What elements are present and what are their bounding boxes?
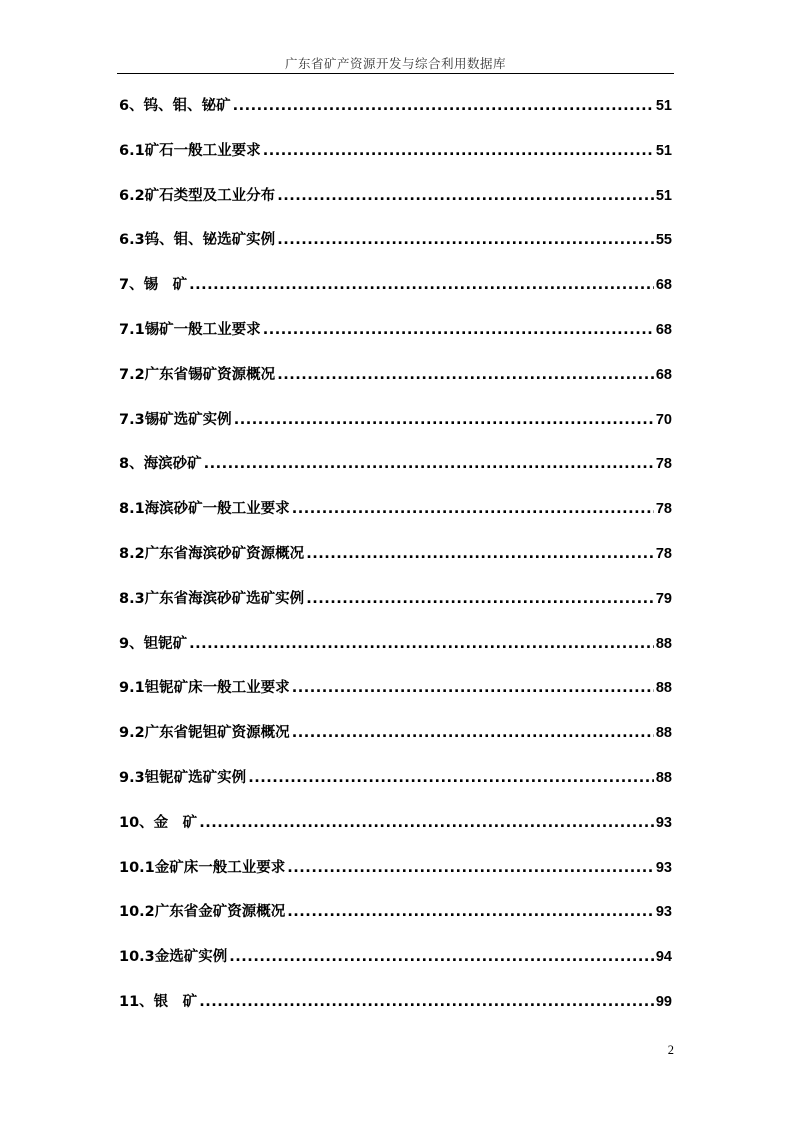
toc-entry-title: 9.2广东省铌钽矿资源概况 (119, 725, 290, 742)
toc-entry-title: 10.2广东省金矿资源概况 (119, 904, 286, 921)
toc-entry[interactable] (119, 676, 672, 721)
toc-entry-title: 8、海滨砂矿 (119, 456, 202, 473)
toc-entry[interactable] (119, 766, 672, 811)
toc-entry-title: 11、银 矿 (119, 993, 198, 1010)
toc-leader-dots (292, 725, 654, 741)
toc-entry-page: 93 (655, 859, 672, 876)
toc-leader-dots (277, 188, 654, 204)
toc-entry[interactable] (119, 497, 672, 542)
toc-entry-page: 79 (655, 590, 672, 607)
toc-entry[interactable] (119, 273, 672, 318)
toc-entry-page: 94 (655, 949, 672, 966)
toc-entry-title: 9.1钽铌矿床一般工业要求 (119, 680, 290, 697)
toc-entry-page: 88 (655, 769, 672, 786)
toc-entry-page: 70 (655, 411, 672, 428)
toc-entry-page: 51 (655, 98, 672, 114)
toc-entry-page: 88 (655, 680, 672, 697)
toc-entry-page: 99 (655, 993, 672, 1010)
toc-entry[interactable] (119, 900, 672, 945)
toc-entry[interactable] (119, 945, 672, 990)
toc-leader-dots (277, 367, 654, 383)
toc-entry-title: 7.2广东省锡矿资源概况 (119, 366, 276, 383)
toc-leader-dots (306, 591, 654, 607)
toc-entry-page: 88 (655, 725, 672, 742)
toc-entry[interactable] (119, 811, 672, 856)
toc-leader-dots (189, 636, 654, 652)
toc-entry-title: 6.1矿石一般工业要求 (119, 142, 261, 159)
toc-entry[interactable] (119, 184, 672, 229)
toc-leader-dots (292, 680, 654, 696)
toc-entry-title: 7、锡 矿 (119, 277, 188, 294)
toc-entry[interactable] (119, 721, 672, 766)
toc-entry[interactable] (119, 318, 672, 363)
toc-entry[interactable] (119, 587, 672, 632)
toc-entry-page: 78 (655, 501, 672, 518)
toc-leader-dots (199, 994, 654, 1010)
toc-entry[interactable] (119, 228, 672, 273)
toc-entry[interactable] (119, 542, 672, 587)
toc-entry[interactable] (119, 856, 672, 901)
toc-entry-title: 6、钨、钼、铋矿 (119, 98, 231, 114)
toc-entry-title: 10.1金矿床一般工业要求 (119, 859, 286, 876)
toc-entry[interactable] (119, 990, 672, 1035)
toc-entry-page: 51 (655, 142, 672, 159)
toc-entry-title: 10、金 矿 (119, 814, 198, 831)
page-number: 2 (667, 1043, 674, 1057)
toc-leader-dots (287, 904, 654, 920)
toc-entry-title: 6.3钨、钼、铋选矿实例 (119, 232, 276, 249)
toc-leader-dots (189, 277, 654, 293)
toc-entry[interactable] (119, 94, 672, 139)
toc-entry[interactable] (119, 452, 672, 497)
toc-entry-page: 78 (655, 456, 672, 473)
toc-entry-title: 8.2广东省海滨砂矿资源概况 (119, 545, 305, 562)
header-divider (117, 73, 674, 74)
toc-leader-dots (204, 456, 654, 472)
toc-leader-dots (233, 98, 654, 114)
toc-leader-dots (199, 815, 654, 831)
toc-entry-title: 7.1锡矿一般工业要求 (119, 321, 261, 338)
toc-entry-page: 78 (655, 545, 672, 562)
toc-entry-page: 93 (655, 904, 672, 921)
toc-entry-title: 9、钽铌矿 (119, 635, 188, 652)
toc-entry[interactable] (119, 632, 672, 677)
toc-entry-title: 10.3金选矿实例 (119, 949, 228, 966)
toc-leader-dots (263, 143, 654, 159)
toc-leader-dots (234, 412, 654, 428)
toc-entry-page: 68 (655, 321, 672, 338)
toc-leader-dots (248, 770, 654, 786)
page-header-title: 广东省矿产资源开发与综合利用数据库 (284, 56, 506, 71)
toc-leader-dots (229, 949, 654, 965)
table-of-contents (119, 94, 672, 1035)
toc-entry-title: 7.3锡矿选矿实例 (119, 411, 232, 428)
toc-entry[interactable] (119, 408, 672, 453)
toc-entry-page: 68 (655, 366, 672, 383)
toc-leader-dots (306, 546, 654, 562)
toc-leader-dots (292, 501, 654, 517)
toc-entry[interactable] (119, 139, 672, 184)
toc-entry-title: 8.1海滨砂矿一般工业要求 (119, 501, 290, 518)
toc-entry-page: 88 (655, 635, 672, 652)
toc-entry-page: 68 (655, 277, 672, 294)
toc-leader-dots (263, 322, 654, 338)
toc-entry-page: 93 (655, 814, 672, 831)
toc-entry-title: 6.2矿石类型及工业分布 (119, 187, 276, 204)
toc-entry-title: 9.3钽铌矿选矿实例 (119, 769, 247, 786)
toc-entry[interactable] (119, 363, 672, 408)
toc-entry-title: 8.3广东省海滨砂矿选矿实例 (119, 590, 305, 607)
toc-leader-dots (287, 860, 654, 876)
toc-leader-dots (277, 232, 654, 248)
toc-entry-page: 51 (655, 187, 672, 204)
toc-entry-page: 55 (655, 232, 672, 249)
